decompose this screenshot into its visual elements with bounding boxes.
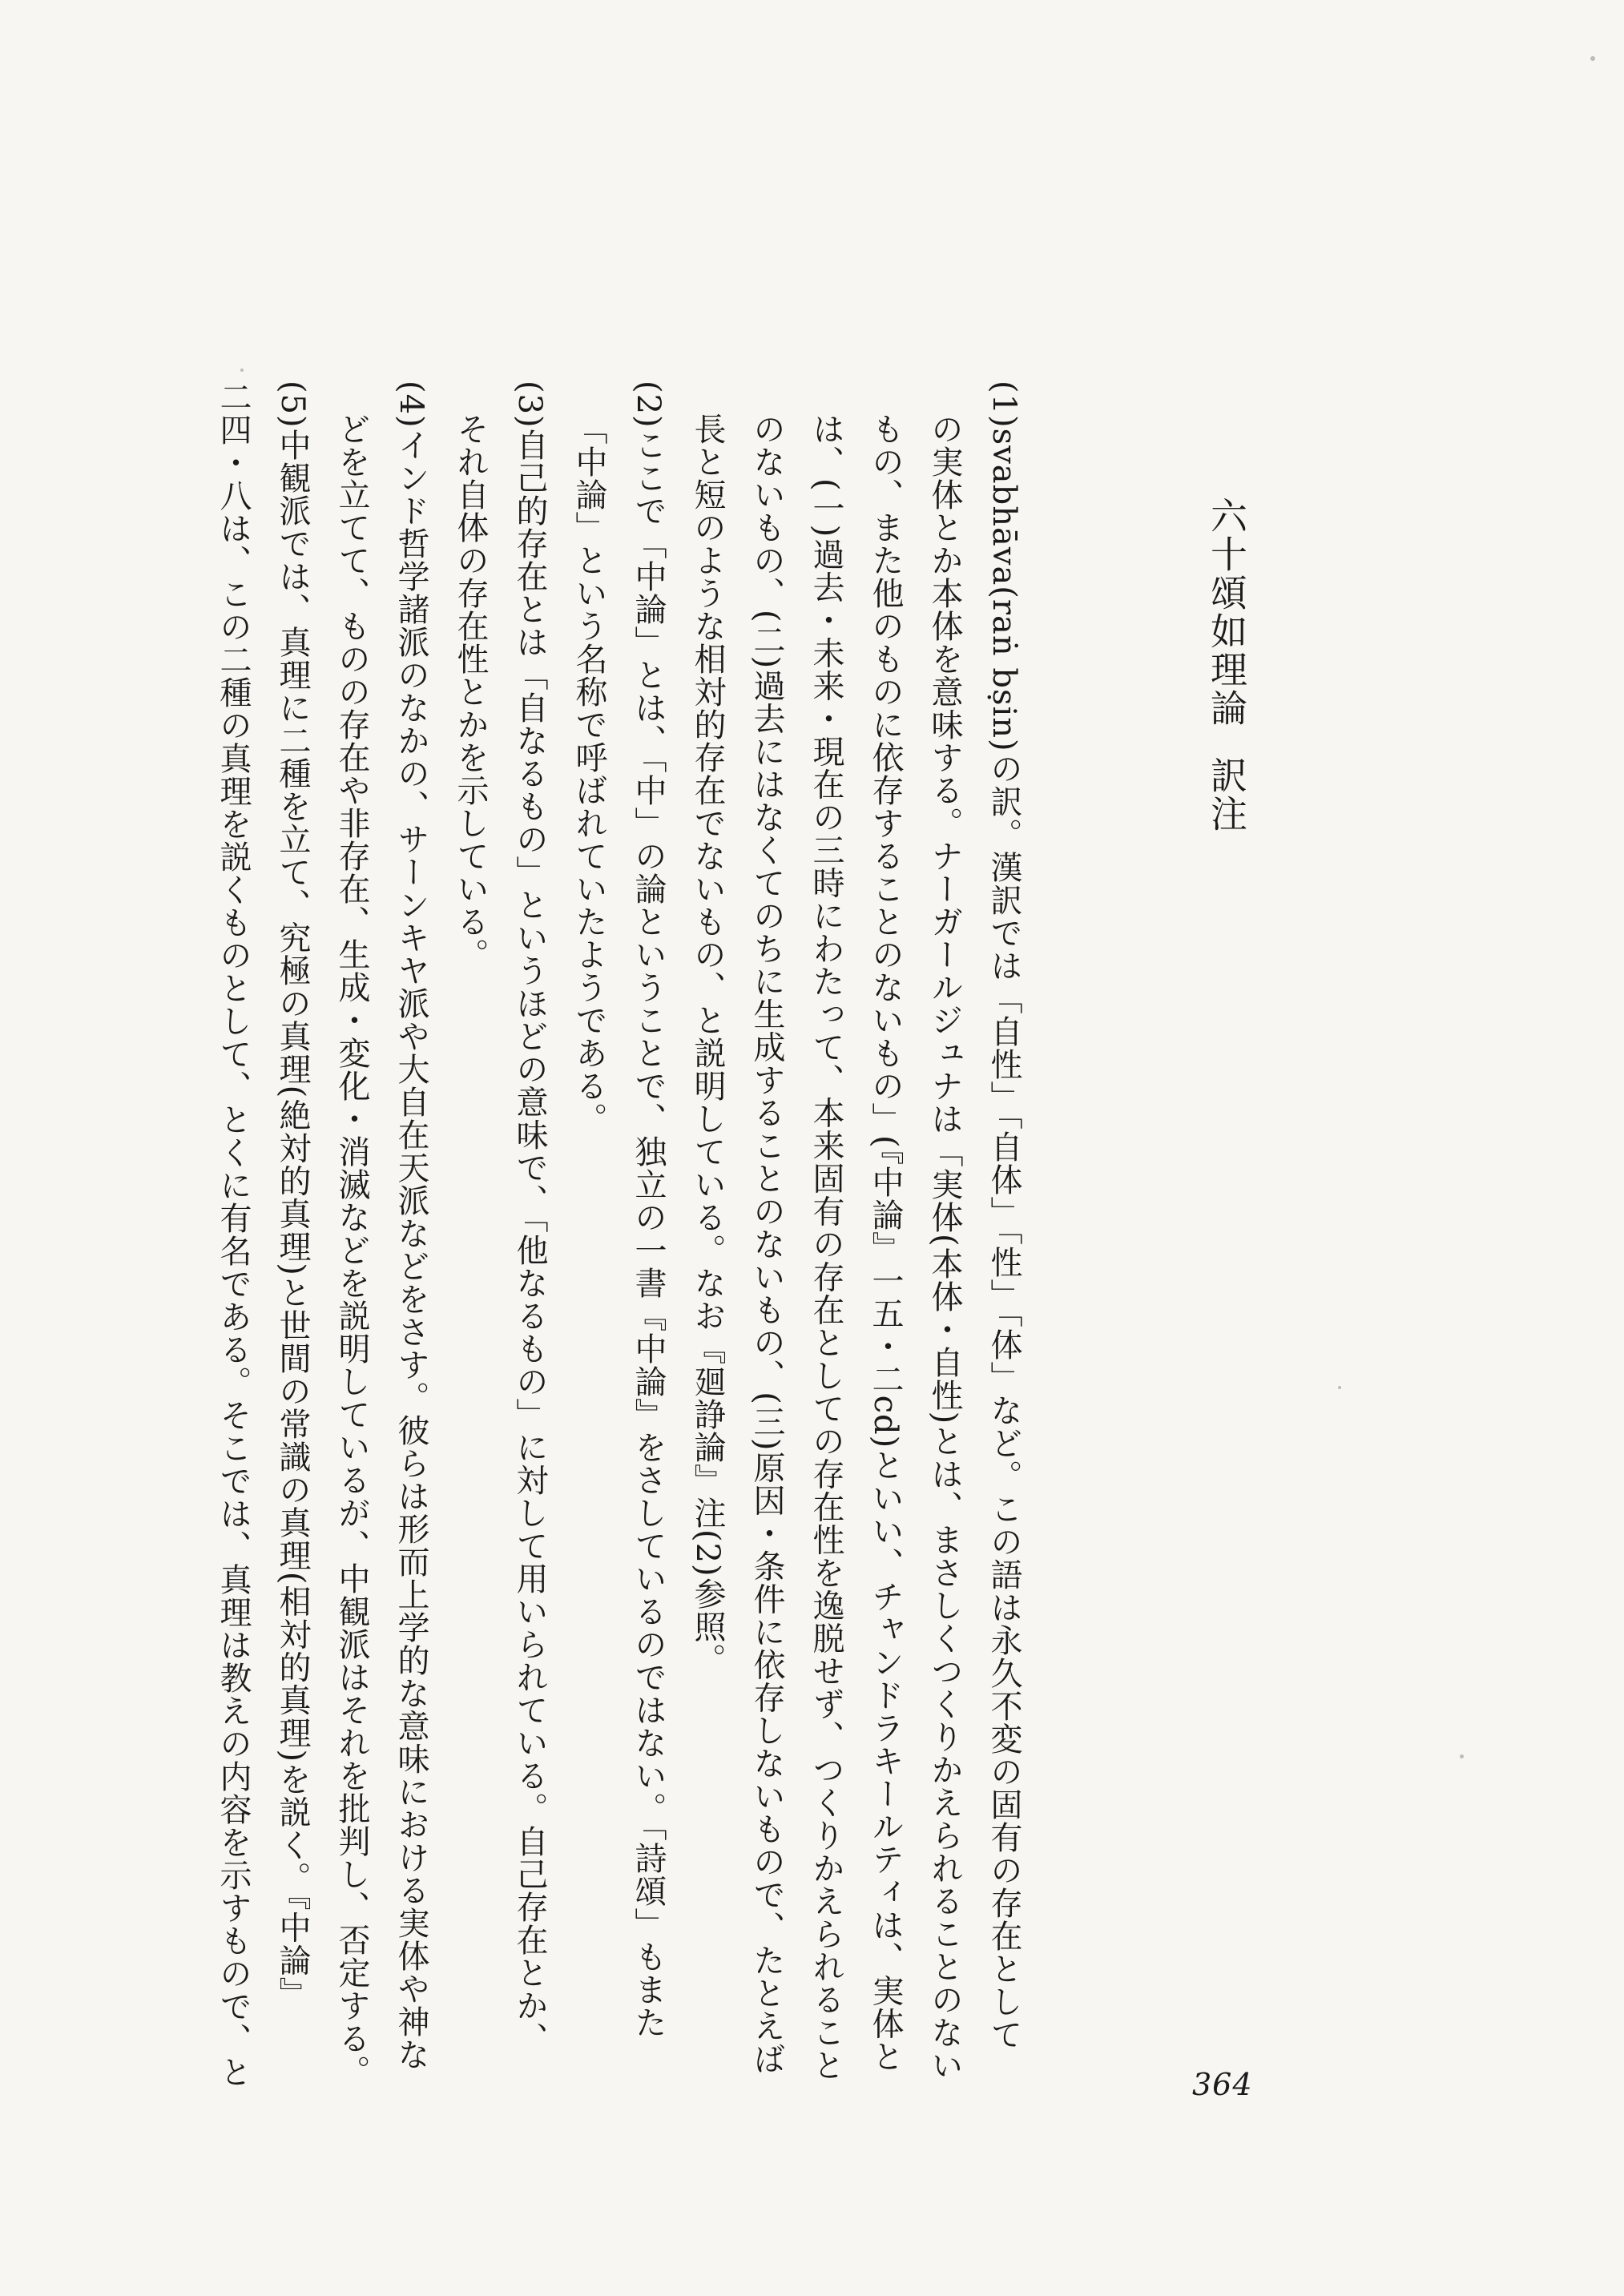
page-number: 364	[1192, 2067, 1253, 2102]
note-line: (4)インド哲学諸派のなかの、サーンキヤ派や大自在天派などをさす。彼らは形而上学的な意味における実体や神な	[393, 381, 429, 2071]
note-line: どを立てて、ものの存在や非存在、生成・変化・消滅などを説明しているが、中観派はそれを批判し、否定する。	[333, 413, 370, 2088]
note-line: 「中論」という名称で呼ばれていたようである。	[570, 413, 607, 1135]
running-header	[1199, 497, 1255, 1057]
scan-speck	[1460, 1754, 1464, 1758]
note-line: (3)自己的存在とは「自なるもの」というほどの意味で、「他なるもの」に対して用いられている。自己存在とか、	[511, 381, 548, 2055]
note-line: のないもの、(二)過去にはなくてのちに生成することのないもの、(三)原因・条件に依存しないもので、たとえば	[748, 413, 785, 2076]
header-title: 六十頌如理論	[1205, 497, 1248, 727]
note-line: それ自体の存在性とかを示している。	[452, 413, 489, 971]
note-line: (1)svabhāva(raṅ bṣin)の訳。漢訳では「自性」「自体」「性」「体」など。この語は永久不変の固有の存在として	[985, 381, 1022, 2051]
scan-speck	[1590, 56, 1595, 61]
note-line: (5)中観派では、真理に二種を立て、究極の真理(絶対的真理)と世間の常識の真理(相対的真理)を説く。『中論』	[274, 381, 311, 2010]
note-line: 二四・八は、この二種の真理を説くものとして、とくに有名である。そこでは、真理は教えの内容を示すもので、と	[215, 381, 252, 2089]
note-line: の実体とか本体を意味する。ナーガールジュナは「実体(本体・自性)とは、まさしくつくりかえられることのない	[926, 413, 963, 2082]
note-line: 長と短のような相対的存在でないもの、と説明している。なお『廻諍論』注(2)参照。	[689, 413, 726, 1676]
note-line: は、(一)過去・未来・現在の三時にわたって、本来固有の存在としての存在性を逸脱せず、つくりかえられること	[808, 413, 844, 2082]
note-line: (2)ここで「中論」とは、「中」の論ということで、独立の一書『中論』をさしているのではない。「詩頌」もまた	[630, 381, 667, 2039]
scan-speck	[1338, 1386, 1341, 1389]
header-subtitle: 訳注	[1205, 756, 1248, 833]
scan-speck	[240, 369, 244, 372]
annotation-notes	[215, 381, 1034, 2089]
note-line: もの、また他のものに依存することのないもの」(『中論』一五・二cd)といい、チャンドラキールティは、実体と	[867, 413, 904, 2073]
